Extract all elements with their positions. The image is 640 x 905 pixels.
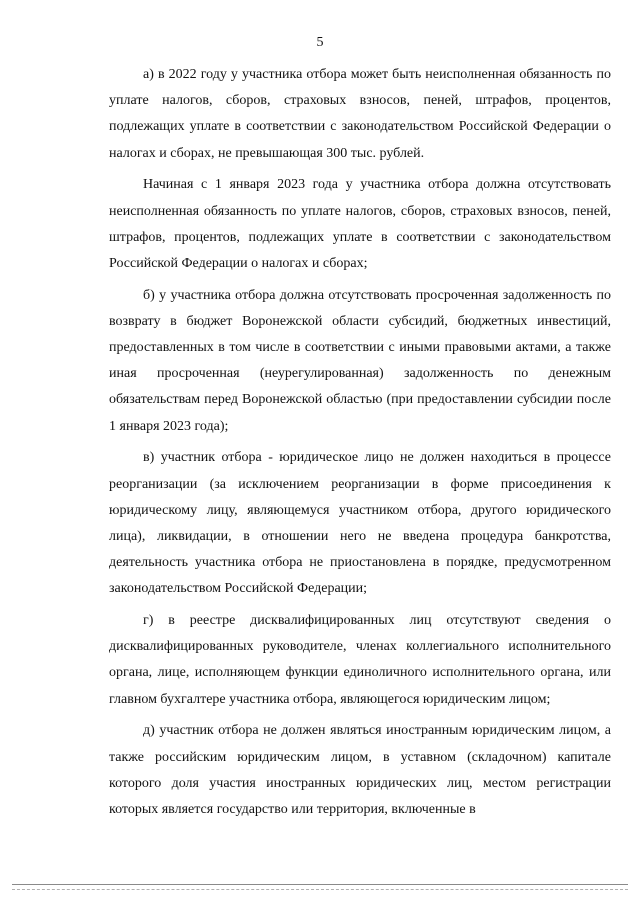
paragraph-a: а) в 2022 году у участника отбора может быть неисполненная обязанность по уплате налогов, сборов, страховых взносов, пеней, штрафов, процентов, подлежащих уплате в соответствии с законодательством Российской Федерации о налогах и сборах, не превышающая 300 тыс. рублей. [109, 67, 611, 161]
paragraph-a-continuation: Начиная с 1 января 2023 года у участника отбора должна отсутствовать неисполненная обязанность по уплате налогов, сборов, страховых взносов, пеней, штрафов, процентов, подлежащих уплате в соответствии с законодательством Российской Федерации о налогах и сборах; [109, 177, 611, 271]
page-bottom-rule-secondary [12, 889, 628, 890]
page-number: 5 [316, 35, 324, 50]
paragraph-v: в) участник отбора - юридическое лицо не должен находиться в процессе реорганизации (за исключением реорганизации в форме присоединения к юридическому лицу, являющемуся участником отбора, другого юридического лица), ликвидации, в отношении него не введена процедура банкротства, деятельность участника отбора не приостановлена в порядке, предусмотренном законодательством Российской Федерации; [109, 450, 611, 597]
paragraph-g: г) в реестре дисквалифицированных лиц отсутствуют сведения о дисквалифицированных руководителе, членах коллегиального исполнительного органа, лице, исполняющем функции единоличного исполнительного органа, или главном бухгалтере участника отбора, являющегося юридическим лицом; [109, 613, 611, 707]
paragraph-d: д) участник отбора не должен являться иностранным юридическим лицом, а также российским юридическим лицом, в уставном (складочном) капитале которого доля участия иностранных юридических лиц, местом регистрации которых является государство или территория, включенные в [109, 723, 611, 817]
page-bottom-rule [12, 884, 628, 885]
paragraph-b: б) у участника отбора должна отсутствовать просроченная задолженность по возврату в бюджет Воронежской области субсидий, бюджетных инвестиций, предоставленных в том числе в соответствии с иными правовыми актами, а также иная просроченная (неурегулированная) задолженность по денежным обязательствам перед Воронежской областью (при предоставлении субсидии после 1 января 2023 года); [109, 287, 611, 434]
document-body [109, 62, 611, 829]
